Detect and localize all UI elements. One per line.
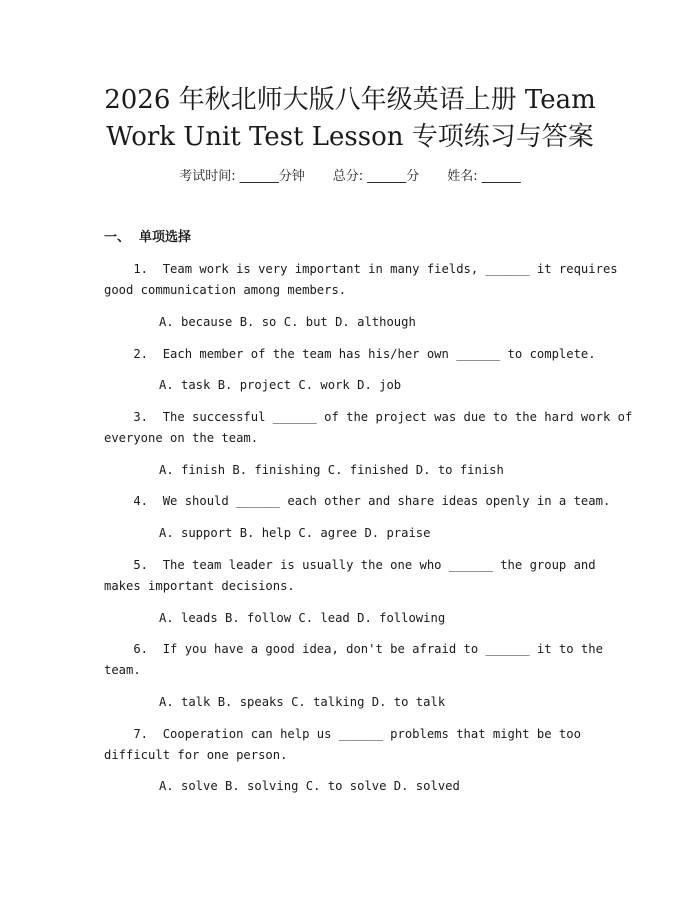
question-4-line-1: 4. We should ______ each other and share ideas openly in a team. [104,494,611,508]
document-title-line-2: Work Unit Test Lesson 专项练习与答案 [106,122,594,152]
question-1-line-1: 1. Team work is very important in many fields, ______ it requires [104,262,618,276]
question-2-options: A. task B. project C. work D. job [159,378,402,392]
question-1-line-2: good communication among members. [104,283,347,297]
exam-name-field: 姓名: ______ [447,169,521,184]
exam-info [0,166,700,188]
question-7-options: A. solve B. solving C. to solve D. solved [159,779,460,793]
section-heading: 一、 单项选择 [104,230,192,245]
question-1-options: A. because B. so C. but D. although [159,315,416,329]
question-2-line-1: 2. Each member of the team has his/her own ______ to complete. [104,347,596,361]
exam-score-field: 总分: ______分 [332,169,420,184]
question-6-options: A. talk B. speaks C. talking D. to talk [159,695,446,709]
question-3-line-1: 3. The successful ______ of the project was due to the hard work of [104,410,633,424]
question-3-line-2: everyone on the team. [104,431,259,445]
question-5-line-1: 5. The team leader is usually the one who ______ the group and [104,558,596,572]
exam-time-field: 考试时间: ______分钟 [179,169,305,184]
question-3-options: A. finish B. finishing C. finished D. to finish [159,463,504,477]
question-5-options: A. leads B. follow C. lead D. following [159,611,446,625]
question-6-line-1: 6. If you have a good idea, don't be afraid to ______ it to the [104,642,603,656]
question-5-line-2: makes important decisions. [104,579,295,593]
question-4-options: A. support B. help C. agree D. praise [159,526,431,540]
question-6-line-2: team. [104,663,141,677]
question-7-line-2: difficult for one person. [104,748,288,762]
question-7-line-1: 7. Cooperation can help us ______ problems that might be too [104,727,581,741]
document-title-line-1: 2026 年秋北师大版八年级英语上册 Team [104,85,596,115]
